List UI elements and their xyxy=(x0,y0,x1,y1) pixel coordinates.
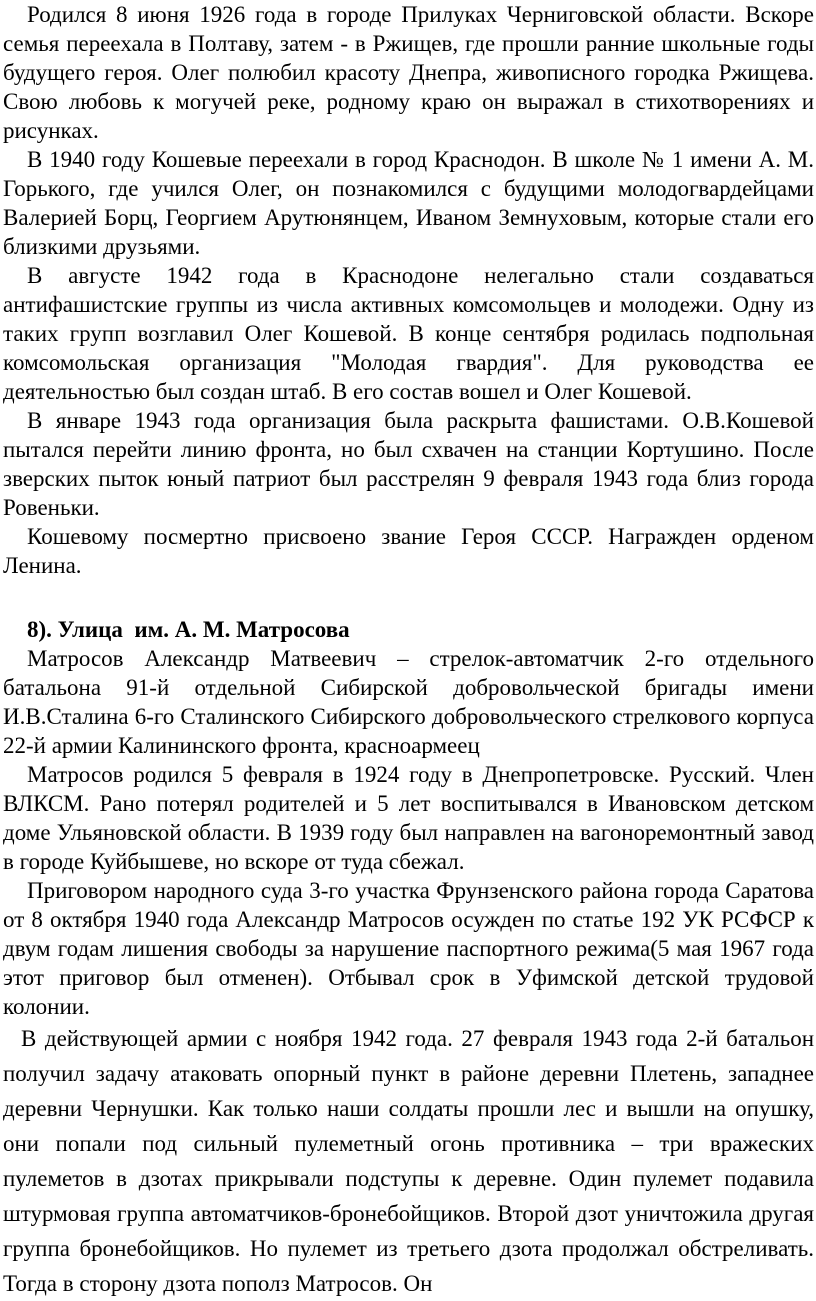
paragraph-matrosov-birth: Матросов родился 5 февраля в 1924 году в Днепропетровске. Русский. Член ВЛКСМ. Рано потерял родителей и 5 лет воспитывался в Ивановском детском доме Ульяновской области. В 1939 году был направлен на вагоноремонтный завод в городе Куйбышеве, но вскоре от туда сбежал. xyxy=(3,762,814,874)
section-heading: 8). Улица им. А. М. Матросова xyxy=(27,617,350,642)
blank-line xyxy=(0,580,816,609)
paragraph-young-guard: В августе 1942 года в Краснодоне нелегально стали создаваться антифашистские группы из числа активных комсомольцев и молодежи. Одну из таких групп возглавил Олег Кошевой. В конце сентября родилась подпольная комсомольская организация "Молодая гвардия". Для руководства ее деятельностью был создан штаб. В его состав вошел и Олег Кошевой. xyxy=(3,263,814,404)
paragraph-matrosov-sentence: Приговором народного суда 3-го участка Фрунзенского района города Саратова от 8 октября 1940 года Александр Матросов осужден по статье 192 УК РСФСР к двум годам лишения свободы за нарушение паспортного режима(5 мая 1967 года этот приговор был отменен). Отбывал срок в Уфимской детской трудовой колонии. xyxy=(3,878,814,1019)
paragraph-matrosov-rank: Матросов Александр Матвеевич – стрелок-автоматчик 2-го отдельного батальона 91-й отдельной Сибирской добровольческой бригады имени И.В.Сталина 6-го Сталинского Сибирского добровольческого стрелкового корпуса 22-й армии Калининского фронта, красноармеец xyxy=(3,646,814,758)
paragraph-krasnodon: В 1940 году Кошевые переехали в город Краснодон. В школе № 1 имени А. М. Горького, где учился Олег, он познакомился с будущими молодогвардейцами Валерией Борц, Георгием Арутюнянцем, Иваном Земнуховым, которые стали его близкими друзьями. xyxy=(3,147,814,259)
paragraph-hero-title: Кошевому посмертно присвоено звание Героя СССР. Награжден орденом Ленина. xyxy=(3,524,814,578)
paragraph-arrest: В январе 1943 года организация была раскрыта фашистами. О.В.Кошевой пытался перейти линию фронта, но был схвачен на станции Кортушино. После зверских пыток юный патриот был расстрелян 9 февраля 1943 года близ города Ровеньки. xyxy=(3,408,814,520)
paragraph-matrosov-feat: В действующей армии с ноября 1942 года. 27 февраля 1943 года 2-й батальон получил задачу атаковать опорный пункт в районе деревни Плетень, западнее деревни Чернушки. Как только наши солдаты прошли лес и вышли на опушку, они попали под сильный пулеметный огонь противника – три вражеских пулеметов в дзотах прикрывали подступы к деревне. Один пулемет подавила штурмовая группа автоматчиков-бронебойщиков. Второй дзот уничтожила другая группа бронебойщиков. Но пулемет из третьего дзота продолжал обстреливать. Тогда в сторону дзота пополз Матросов. Он xyxy=(3,1026,814,1296)
paragraph-birth: Родился 8 июня 1926 года в городе Прилуках Черниговской области. Вскоре семья переехала в Полтаву, затем - в Ржищев, где прошли ранние школьные годы будущего героя. Олег полюбил красоту Днепра, живописного городка Ржищева. Свою любовь к могучей реке, родному краю он выражал в стихотворениях и рисунках. xyxy=(3,2,814,143)
